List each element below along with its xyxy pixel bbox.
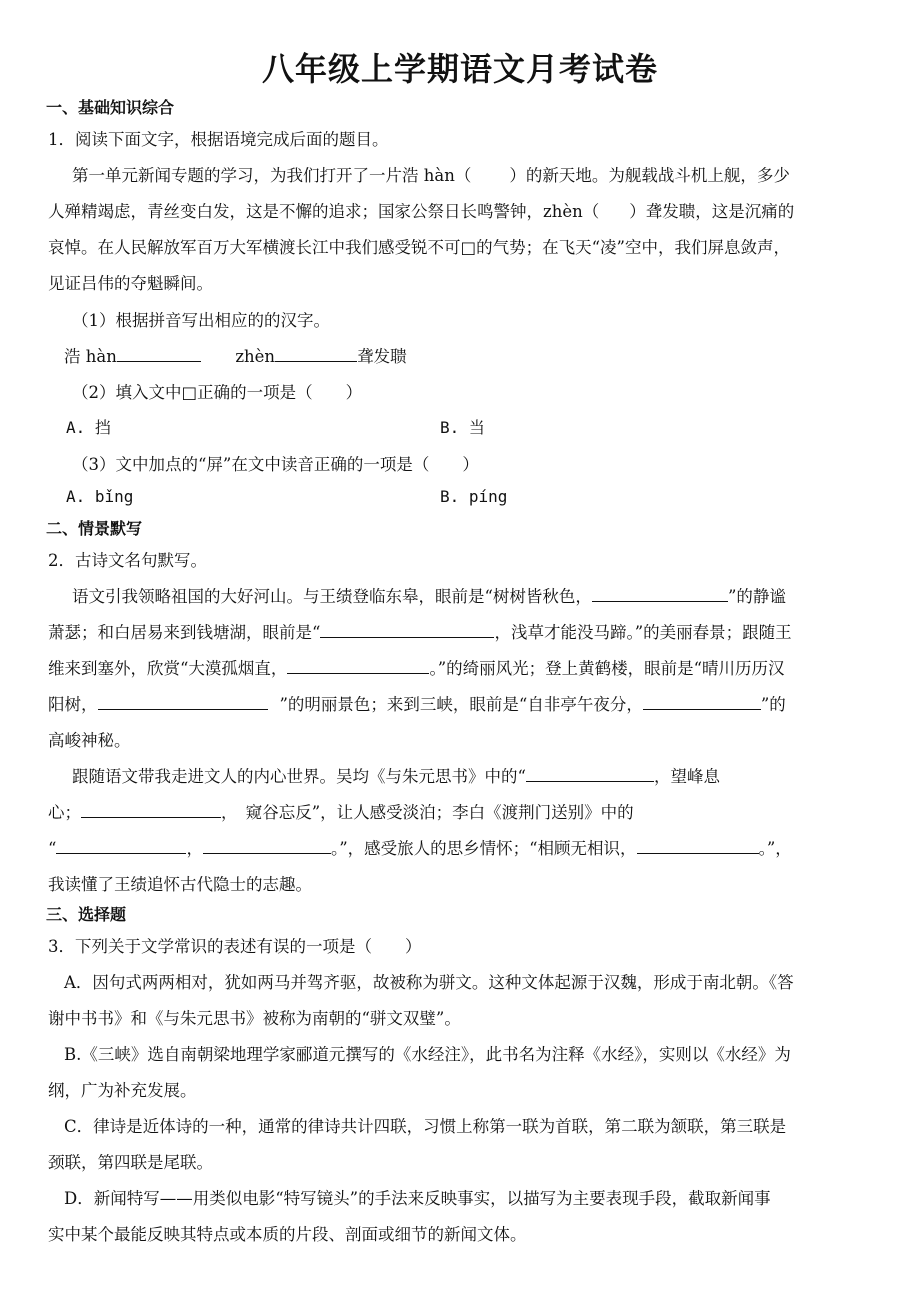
- answer-blank[interactable]: [275, 345, 357, 362]
- pinyin-prompt: 浩 hàn: [64, 347, 117, 366]
- section-heading-1: 一、基础知识综合: [46, 98, 175, 117]
- subquestion-1-blanks: [64, 343, 894, 367]
- answer-blank[interactable]: [592, 585, 728, 602]
- poem-text: ”的静谧: [727, 587, 786, 606]
- poem-line: [48, 655, 878, 679]
- poem-text: ，浅草才能没马蹄。”的美丽春景；跟随王: [494, 623, 792, 642]
- choice-d[interactable]: D．新闻特写——用类似电影“特写镜头”的手法来反映事实，以描写为主要表现手段，截取新闻事: [64, 1189, 771, 1208]
- poem-line: [48, 799, 878, 823]
- answer-blank[interactable]: [203, 837, 331, 854]
- poem-line: 高峻神秘。: [48, 731, 131, 750]
- choice-c[interactable]: C．律诗是近体诗的一种，通常的律诗共计四联，习惯上称第一联为首联，第二联为颔联，第三联是: [64, 1117, 787, 1136]
- poem-text: 。”的绮丽风光；登上黄鹤楼，眼前是“晴川历历汉: [429, 659, 785, 678]
- choice-d-cont: 实中某个最能反映其特点或本质的片段、剖面或细节的新闻文体。: [48, 1225, 527, 1244]
- answer-blank[interactable]: [320, 621, 494, 638]
- subquestion-2: （2）填入文中□正确的一项是（ ）: [72, 383, 363, 402]
- poem-line: [72, 583, 902, 607]
- section-heading-2: 二、情景默写: [46, 519, 143, 538]
- poem-text: 跟随语文带我走进文人的内心世界。吴均《与朱元思书》中的“: [72, 767, 526, 786]
- option-a[interactable]: A. bǐng: [66, 487, 134, 506]
- poem-text: ”的明丽景色；来到三峡，眼前是“自非亭午夜分，: [279, 695, 643, 714]
- answer-blank[interactable]: [637, 837, 759, 854]
- page-title: 八年级上学期语文月考试卷: [261, 50, 658, 88]
- option-b[interactable]: B. 当: [440, 418, 485, 437]
- choice-b-cont: 纲，广为补充发展。: [48, 1081, 197, 1100]
- choice-a[interactable]: A．因句式两两相对，犹如两马并驾齐驱，故被称为骈文。这种文体起源于汉魏，形成于南北朝。《答: [64, 973, 794, 992]
- poem-text: ， 窥谷忘反”，让人感受淡泊；李白《渡荆门送别》中的: [221, 803, 634, 822]
- passage-text: 人殚精竭虑，青丝变白发，这是不懈的追求；国家公祭日长鸣警钟，zhèn（: [48, 202, 600, 221]
- question-1-stem: 1．阅读下面文字，根据语境完成后面的题目。: [48, 130, 389, 149]
- answer-blank[interactable]: [643, 693, 761, 710]
- answer-blank[interactable]: [117, 345, 201, 362]
- question-3-stem: 3．下列关于文学常识的表述有误的一项是（ ）: [48, 937, 422, 956]
- poem-line: [72, 763, 902, 787]
- passage-text: 第一单元新闻专题的学习，为我们打开了一片浩 hàn（: [72, 166, 472, 185]
- question-2-stem: 2．古诗文名句默写。: [48, 551, 207, 570]
- word-suffix: 聋发聩: [357, 347, 407, 366]
- poem-text: ，: [186, 839, 203, 858]
- choice-a-cont: 谢中书书》和《与朱元思书》被称为南朝的“骈文双璧”。: [48, 1009, 461, 1028]
- poem-text: 萧瑟；和白居易来到钱塘湖，眼前是“: [48, 623, 321, 642]
- poem-line: [48, 619, 878, 643]
- passage-line: 见证吕伟的夺魁瞬间。: [48, 274, 213, 293]
- poem-text: ，望峰息: [653, 767, 720, 786]
- pinyin-prompt: zhèn: [235, 347, 276, 366]
- option-a[interactable]: A. 挡: [66, 418, 111, 437]
- section-heading-3: 三、选择题: [46, 905, 127, 924]
- subquestion-3: （3）文中加点的“屏”在文中读音正确的一项是（ ）: [72, 455, 479, 474]
- poem-text: 心；: [48, 803, 81, 822]
- poem-line: [48, 691, 878, 715]
- subquestion-1: （1）根据拼音写出相应的的汉字。: [72, 311, 330, 330]
- option-b[interactable]: B. píng: [440, 487, 508, 506]
- poem-line: 我读懂了王绩追怀古代隐士的志趣。: [48, 875, 312, 894]
- poem-line: [48, 835, 878, 859]
- passage-line: [72, 162, 902, 186]
- passage-line: 哀悼。在人民解放军百万大军横渡长江中我们感受锐不可□的气势；在飞天“凌”空中，我们屏息敛声，: [48, 238, 790, 257]
- answer-blank[interactable]: [526, 765, 654, 782]
- answer-blank[interactable]: [98, 693, 268, 710]
- poem-text: 阳树，: [48, 695, 98, 714]
- poem-text: 语文引我领略祖国的大好河山。与王绩登临东皋，眼前是“树树皆秋色，: [72, 587, 592, 606]
- passage-text: ）的新天地。为舰载战斗机上舰，多少: [509, 166, 790, 185]
- poem-text: 。”，感受旅人的思乡情怀；“相顾无相识，: [330, 839, 637, 858]
- passage-text: ）聋发聩，这是沉痛的: [629, 202, 795, 221]
- answer-blank[interactable]: [287, 657, 429, 674]
- answer-blank[interactable]: [56, 837, 186, 854]
- passage-line: [48, 198, 878, 222]
- choice-b[interactable]: B.《三峡》选自南朝梁地理学家郦道元撰写的《水经注》，此书名为注释《水经》，实则以《水经》为: [64, 1045, 791, 1064]
- poem-text: 。”，: [758, 839, 792, 858]
- answer-blank[interactable]: [81, 801, 221, 818]
- poem-text: 维来到塞外，欣赏“大漠孤烟直，: [48, 659, 288, 678]
- poem-text: “: [48, 839, 57, 858]
- poem-text: ”的: [760, 695, 786, 714]
- choice-c-cont: 颈联，第四联是尾联。: [48, 1153, 213, 1172]
